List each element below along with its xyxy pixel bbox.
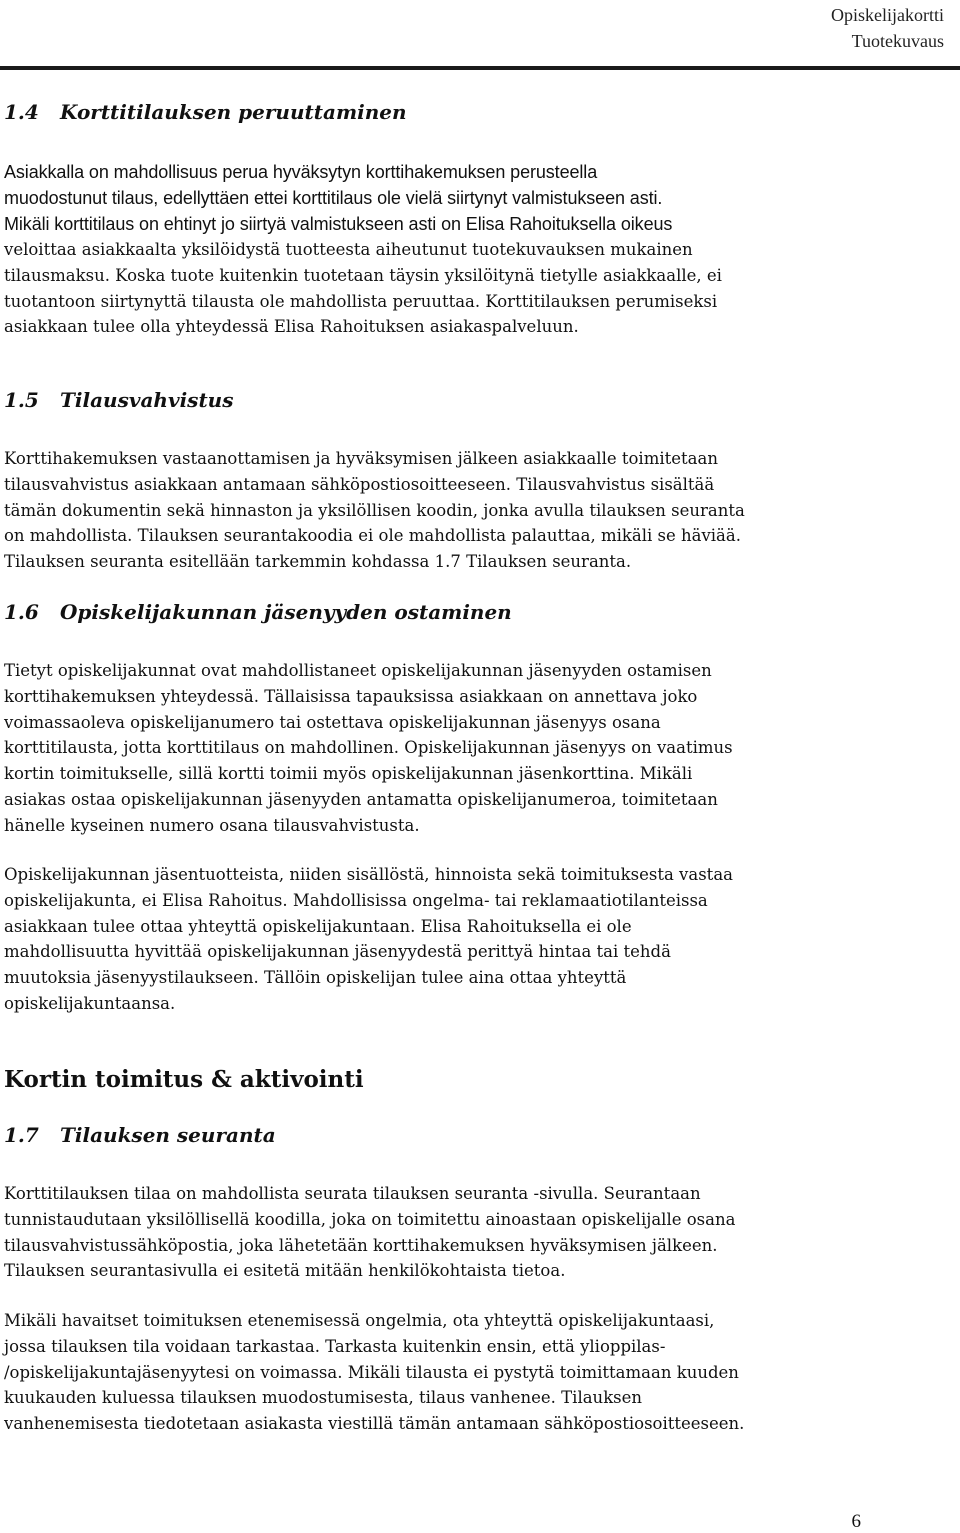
text-line: jossa tilauksen tila voidaan tarkastaa. Tarkasta kuitenkin ensin, että ylioppilas- [4, 1336, 666, 1356]
text-line: korttihakemuksen yhteydessä. Tällaisissa tapauksissa asiakkaan on annettava joko [4, 686, 698, 706]
text-line: Korttihakemuksen vastaanottamisen ja hyväksymisen jälkeen asiakkaalle toimitetaan [4, 449, 718, 468]
section-title: Tilausvahvistus [60, 388, 234, 412]
section-heading-1-6 [4, 600, 512, 624]
text-line: tunnistaudutaan yksilöllisellä koodilla, joka on toimitettu ainoastaan opiskelijalle osana [4, 1209, 736, 1229]
section-title: Korttitilauksen peruuttaminen [60, 100, 407, 124]
text-line: Mikäli korttitilaus on ehtinyt jo siirtyä valmistukseen asti on Elisa Rahoituksella oikeus [4, 213, 673, 234]
header-document-name: Opiskelijakortti [831, 5, 944, 25]
chapter-heading: Kortin toimitus & aktivointi [4, 1066, 364, 1093]
text-line: mahdollisuutta hyvittää opiskelijakunnan jäsenyydestä perittyä hintaa tai tehdä [4, 942, 671, 962]
text-line: vanhenemisesta tiedotetaan asiakasta viestillä tämän antamaan sähköpostiosoitteeseen. [4, 1414, 745, 1434]
text-line: voimassaoleva opiskelijanumero tai ostettava opiskelijakunnan jäsenyys osana [4, 712, 661, 732]
text-line: Tietyt opiskelijakunnat ovat mahdollistaneet opiskelijakunnan jäsenyyden ostamisen [4, 661, 712, 680]
paragraph-1-6-a [4, 658, 854, 839]
text-line: muutoksia jäsenyystilaukseen. Tällöin opiskelijan tulee aina ottaa yhteyttä [4, 968, 627, 988]
paragraph-1-4-cont [4, 237, 854, 340]
paragraph-1-4 [4, 160, 854, 237]
text-line: tilausmaksu. Koska tuote kuitenkin tuotetaan täysin yksilöitynä tietylle asiakkaalle, ei [4, 265, 722, 285]
paragraph-1-7-a [4, 1181, 854, 1284]
section-number: 1.4 [4, 100, 39, 124]
section-number: 1.6 [4, 600, 39, 624]
text-line: hänelle kyseinen numero osana tilausvahvistusta. [4, 815, 420, 835]
text-line: Tilauksen seuranta esitellään tarkemmin kohdassa 1.7 Tilauksen seuranta. [4, 552, 632, 572]
text-line: Asiakkalla on mahdollisuus perua hyväksytyn korttihakemuksen perusteella [4, 162, 598, 182]
paragraph-1-7-b [4, 1308, 854, 1437]
text-line: opiskelijakuntaansa. [4, 993, 176, 1013]
text-line: tuotantoon siirtynyttä tilausta ole mahdollista peruuttaa. Korttitilauksen perumiseksi [4, 291, 718, 311]
text-line: kuukauden kuluessa tilauksen muodostumisesta, tilaus vanhenee. Tilauksen [4, 1388, 643, 1408]
section-number: 1.7 [4, 1123, 39, 1147]
page-number: 6 [851, 1511, 861, 1532]
text-line: asiakkaan tulee olla yhteydessä Elisa Rahoituksen asiakaspalveluun. [4, 317, 579, 337]
section-heading-1-7 [4, 1123, 276, 1147]
text-line: asiakas ostaa opiskelijakunnan jäsenyyden antamatta opiskelijanumeroa, toimitetaan [4, 789, 718, 809]
text-line: opiskelijakunta, ei Elisa Rahoitus. Mahdollisissa ongelma- tai reklamaatiotilanteissa [4, 890, 708, 910]
text-line: on mahdollista. Tilauksen seurantakoodia ei ole mahdollista palauttaa, mikäli se häviää. [4, 526, 741, 546]
text-line: Opiskelijakunnan jäsentuotteista, niiden sisällöstä, hinnoista sekä toimituksesta vastaa [4, 865, 733, 884]
text-line: /opiskelijakuntajäsenyytesi on voimassa. Mikäli tilausta ei pystytä toimittamaan kuuden [4, 1362, 739, 1382]
section-heading-1-5 [4, 388, 233, 412]
text-line: muodostunut tilaus, edellyttäen ettei korttitilaus ole vielä siirtynyt valmistukseen asti. [4, 187, 663, 208]
paragraph-1-6-b [4, 862, 854, 1017]
section-title: Tilauksen seuranta [60, 1123, 276, 1147]
text-line: asiakkaan tulee ottaa yhteyttä opiskelijakuntaan. Elisa Rahoituksella ei ole [4, 916, 632, 936]
running-header [831, 2, 944, 54]
section-heading-1-4 [4, 100, 407, 124]
section-title: Opiskelijakunnan jäsenyyden ostaminen [60, 600, 512, 624]
text-line: Mikäli havaitset toimituksen etenemisessä ongelmia, ota yhteyttä opiskelijakuntaasi, [4, 1311, 715, 1330]
text-line: veloittaa asiakkaalta yksilöidystä tuotteesta aiheutunut tuotekuvauksen mukainen [4, 240, 693, 259]
text-line: tilausvahvistus asiakkaan antamaan sähköpostiosoitteeseen. Tilausvahvistus sisältää [4, 474, 715, 494]
text-line: korttitilausta, jotta korttitilaus on mahdollinen. Opiskelijakunnan jäsenyys on vaatimus [4, 738, 733, 758]
text-line: Korttitilauksen tilaa on mahdollista seurata tilauksen seuranta -sivulla. Seurantaan [4, 1184, 701, 1203]
text-line: tämän dokumentin sekä hinnaston ja yksilöllisen koodin, jonka avulla tilauksen seuranta [4, 500, 745, 520]
text-line: Tilauksen seurantasivulla ei esitetä mitään henkilökohtaista tietoa. [4, 1261, 566, 1281]
header-divider [0, 66, 960, 70]
text-line: tilausvahvistussähköpostia, joka lähetetään korttihakemuksen hyväksymisen jälkeen. [4, 1235, 718, 1255]
section-number: 1.5 [4, 388, 39, 412]
text-line: kortin toimitukselle, sillä kortti toimii myös opiskelijakunnan jäsenkorttina. Mikäli [4, 764, 693, 784]
header-document-type: Tuotekuvaus [851, 31, 944, 51]
paragraph-1-5 [4, 446, 854, 575]
